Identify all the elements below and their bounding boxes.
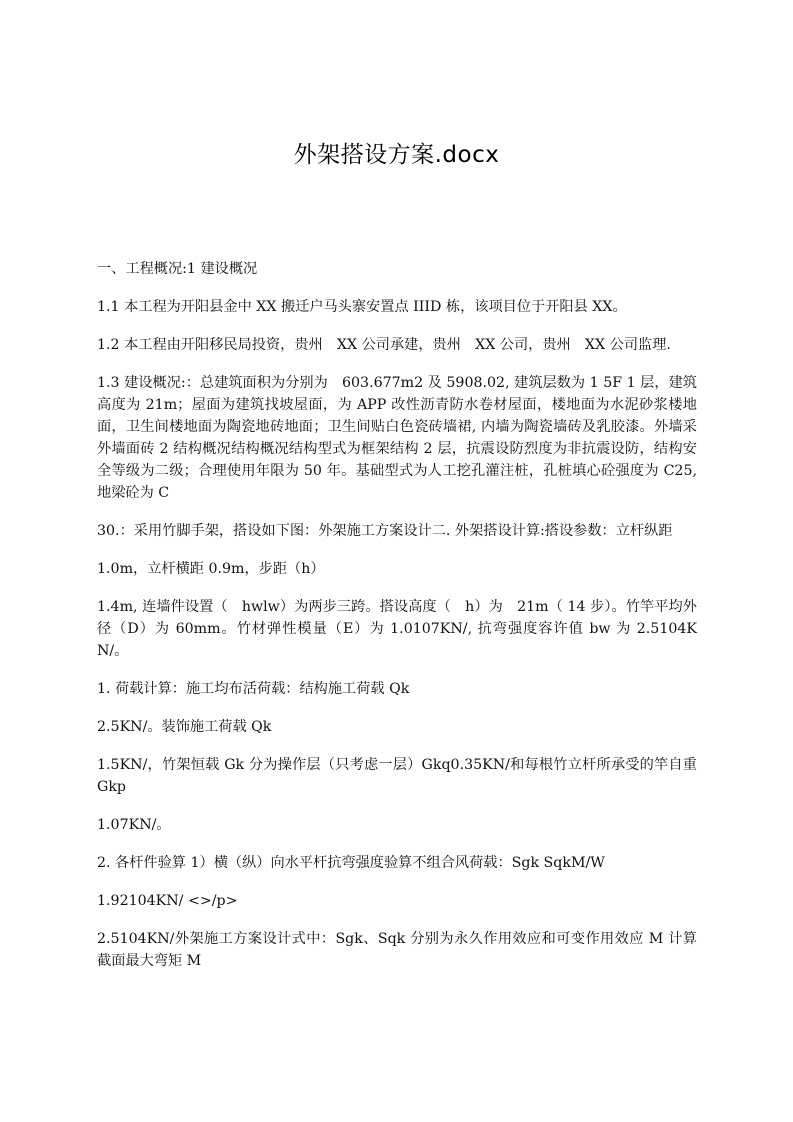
paragraph: 1.2 本工程由开阳移民局投资，贵州 XX 公司承建，贵州 XX 公司，贵州 XX 公司监理. [97,337,671,353]
paragraph: 1.5KN/，竹架恒载 Gk 分为操作层（只考虑一层）Gkq0.35KN/和每根竹立杆所承受的竿自重 Gkp [97,757,697,795]
document-title: 外架搭设方案.docx [293,142,500,168]
paragraph: 1.4m, 连墙件设置（ hwlw）为两步三跨。搭设高度（ h）为 21m（ 14 步）。竹竿平均外径（D）为 60mm。竹材弹性模量（E）为 1.0107KN/, 抗弯强度容许值 bw 为 2.5104KN/。 [97,599,697,659]
paragraph: 1.0m，立杆横距 0.9m，步距（h） [97,561,325,577]
paragraph: 30.：采用竹脚手架，搭设如下图：外架施工方案设计二. 外架搭设计算:搭设参数：立杆纵距 [97,523,673,539]
paragraph: 一、工程概况:1 建设概况 [97,261,258,277]
paragraph: 2. 各杆件验算 1）横（纵）向水平杆抗弯强度验算不组合风荷载：Sgk SqkM/W [97,855,605,871]
paragraph: 1.92104KN/ <>/p> [97,893,238,909]
paragraph: 1.3 建设概况:：总建筑面积为分别为 603.677m2 及 5908.02, 建筑层数为 1 5F 1 层，建筑高度为 21m；屋面为建筑找坡屋面，为 APP 改性沥青防水卷材屋面，楼地面为水泥砂浆楼地面，卫生间楼地面为陶瓷地砖地面；卫生间贴白色瓷砖墙裙, 内墙为陶瓷墙砖及乳胶漆。外墙采外墙面砖 2 结构概况结构概况结构型式为框架结构 2 层，抗震设防烈度为非抗震设防，结构安全等级为二级；合理使用年限为 50 年。基础型式为人工挖孔灌注桩，孔桩填心砼强度为 C25, 地梁砼为 C [97,375,697,501]
paragraph: 2.5KN/。装饰施工荷载 Qk [97,719,272,735]
paragraph: 1.07KN/。 [97,817,171,833]
document-body [97,258,697,988]
paragraph: 2.5104KN/外架施工方案设计式中：Sgk、Sqk 分别为永久作用效应和可变作用效应 M 计算截面最大弯矩 M [97,931,697,969]
paragraph: 1. 荷载计算：施工均布活荷载：结构施工荷载 Qk [97,681,410,697]
paragraph: 1.1 本工程为开阳县金中 XX 搬迁户马头寨安置点 IIID 栋，该项目位于开阳县 XX。 [97,299,627,315]
